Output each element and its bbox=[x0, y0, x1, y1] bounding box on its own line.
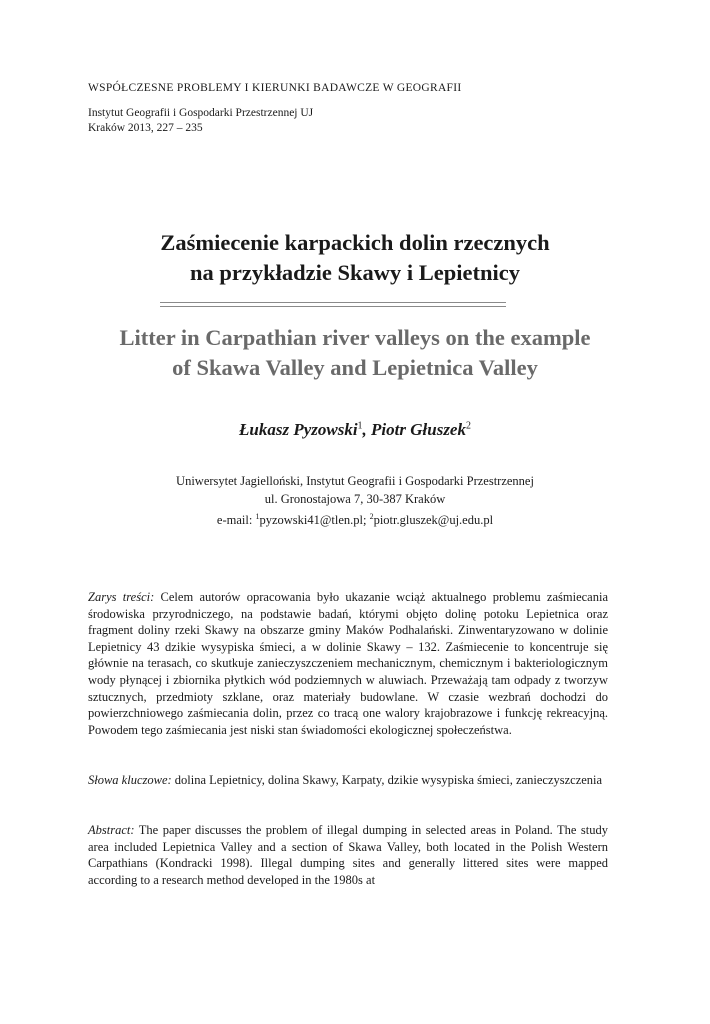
title-english-line2: of Skawa Valley and Lepietnica Valley bbox=[172, 355, 538, 380]
abstract-polish-label: Zarys treści: bbox=[88, 590, 155, 604]
abstract-polish bbox=[88, 589, 608, 738]
abstract-english bbox=[88, 822, 608, 888]
email-1-mark: 1 bbox=[255, 512, 260, 521]
email-2: piotr.gluszek@uj.edu.pl bbox=[373, 513, 494, 528]
authors bbox=[60, 420, 650, 440]
email-1: pyzowski41@tlen.pl; bbox=[259, 513, 370, 528]
abstract-english-text: The paper discusses the problem of illegal dumping in selected areas in Poland. The study area included Lepietnica Valley and a section of Skawa Valley, both located in the Polish Western Carpathians (Kondracki 1998). Illegal dumping sites and generally littered sites were mapped according to a research method developed in the 1980s at bbox=[88, 823, 608, 887]
title-divider bbox=[160, 302, 506, 307]
title-english-line1: Litter in Carpathian river valleys on the example bbox=[119, 325, 591, 350]
email-label: e-mail: bbox=[216, 513, 256, 528]
abstract-polish-text: Celem autorów opracowania było ukazanie wciąż aktualnego problemu zaśmiecania środowiska przyrodniczego, na podstawie badań, którymi objęto dolinę potoku Lepietnica oraz fragment doliny rzeki Skawy na obszarze gminy Maków Podhalański. Zinwentaryzowano w dolinie Lepietnicy 43 dzikie wysypiska śmieci, a w dolinie Skawy – 132. Zaśmiecenie to koncentruje się głównie na terasach, co skutkuje zanieczyszczeniem mechanicznym, chemicznym i bakteriologicznym wody płynącej i zbiornika płytkich wód podziemnych w aluwiach. Przeważają tam odpady z tworzyw sztucznych, przedmioty szklane, oraz materiały budowlane. W czasie wezbrań dochodzi do powierzchniowego zaśmiecania dolin, przez co tracą one walory krajobrazowe i funkcję rekreacyjną. Powodem tego zaśmiecania jest niski stan świadomości ekologicznej społeczeństwa. bbox=[88, 590, 608, 737]
journal-header bbox=[88, 80, 628, 136]
abstract-english-label: Abstract: bbox=[88, 823, 135, 837]
author-1: Łukasz Pyzowski bbox=[239, 420, 358, 439]
title-polish-line1: Zaśmiecenie karpackich dolin rzecznych bbox=[160, 230, 550, 255]
author-2-affil-mark: 2 bbox=[465, 420, 471, 432]
institute-name: Instytut Geografii i Gospodarki Przestrzennej UJ bbox=[88, 107, 314, 119]
keywords-text: dolina Lepietnicy, dolina Skawy, Karpaty, dzikie wysypiska śmieci, zanieczyszczenia bbox=[171, 773, 603, 787]
email-2-mark: 2 bbox=[369, 512, 374, 521]
keywords-label: Słowa kluczowe: bbox=[88, 773, 172, 787]
series-title: WSPÓŁCZESNE PROBLEMY I KIERUNKI BADAWCZE W GEOGRAFII bbox=[88, 82, 462, 94]
place-and-pages: Kraków 2013, 227 – 235 bbox=[88, 122, 203, 134]
author-2: Piotr Głuszek bbox=[371, 420, 466, 439]
author-1-affil-mark: 1 bbox=[357, 420, 363, 432]
affiliation-line2: ul. Gronostajowa 7, 30-387 Kraków bbox=[264, 492, 446, 506]
title-polish bbox=[60, 228, 650, 288]
title-polish-line2: na przykładzie Skawy i Lepietnicy bbox=[189, 260, 521, 285]
affiliation bbox=[60, 472, 650, 529]
affiliation-emails bbox=[60, 508, 650, 529]
author-separator: , bbox=[362, 420, 372, 439]
keywords bbox=[88, 772, 608, 789]
title-english bbox=[60, 323, 650, 383]
affiliation-line1: Uniwersytet Jagielloński, Instytut Geografii i Gospodarki Przestrzennej bbox=[176, 474, 534, 488]
